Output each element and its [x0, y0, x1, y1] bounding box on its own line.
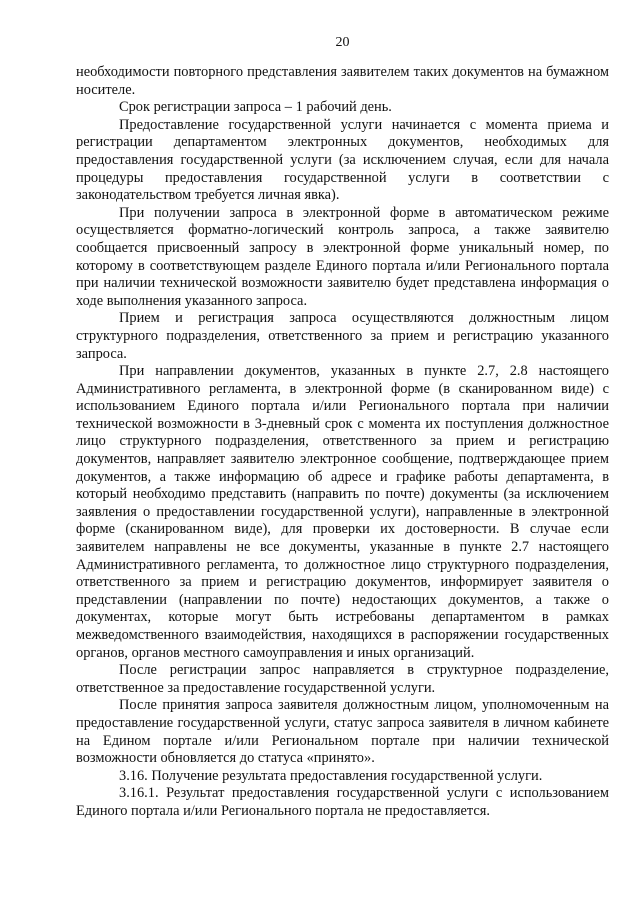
paragraph-reception-registration: Прием и регистрация запроса осуществляются должностным лицом структурного подразделения, ответственного за прием и регистрацию указанного запроса. — [76, 310, 609, 362]
paragraph-format-control: При получении запроса в электронной форме в автоматическом режиме осуществляется форматно-логический контроль запроса, а также заявителю сообщается присвоенный запросу в электронной форме уникальный номер, по которому в соответствующем разделе Единого портала и/или Регионального портала при наличии технической возможности заявителю будет представлена информация о ходе выполнения указанного запроса. — [76, 204, 609, 309]
paragraph-continuation: необходимости повторного представления заявителем таких документов на бумажном носителе. — [76, 64, 609, 98]
paragraph-service-start: Предоставление государственной услуги начинается с момента приема и регистрации департаментом электронных документов, необходимых для предоставления государственной услуги (за исключением случая, если для начала процедуры предоставления государственной услуги в соответствии с законодательством требуется личная явка). — [76, 116, 609, 204]
paragraph-after-registration: После регистрации запрос направляется в структурное подразделение, ответственное за предоставление государственной услуги. — [76, 662, 609, 696]
page-number: 20 — [335, 35, 350, 50]
paragraph-status-update: После принятия запроса заявителя должностным лицом, уполномоченным на предоставление государственной услуги, статус запроса заявителя в личном кабинете на Едином портале и/или Региональном портале при наличии технической возможности обновляется до статуса «принято». — [76, 697, 609, 767]
paragraph-document-submission: При направлении документов, указанных в пункте 2.7, 2.8 настоящего Административного регламента, в электронной форме (в сканированном виде) с использованием Единого портала и/или Регионального портала при наличии технической возможности в 3-дневный срок с момента их поступления должностное лицо структурного подразделения, ответственного за прием и регистрацию документов, направляет заявителю электронное сообщение, подтверждающее прием документов, а также информацию об адресе и графике работы департамента, в который необходимо представить (направить по почте) документы (за исключением заявления о предоставлении государственной услуги), направленные в электронной форме (сканированном виде), для проверки их достоверности. В случае если заявителем направлены не все документы, указанные в пункте 2.7 настоящего Административного регламента, то должностное лицо структурного подразделения, ответственного за прием и регистрацию документов, информирует заявителя о представлении (направлении по почте) недостающих документов, а также о документах, которые могут быть истребованы департаментом в рамках межведомственного взаимодействия, находящихся в распоряжении государственных органов, органов местного самоуправления и иных организаций. — [76, 363, 609, 661]
paragraph-registration-term: Срок регистрации запроса – 1 рабочий день. — [119, 99, 392, 116]
document-body — [76, 64, 609, 821]
section-heading-3-16: 3.16. Получение результата предоставления государственной услуги. — [119, 767, 543, 784]
paragraph-3-16-1: 3.16.1. Результат предоставления государственной услуги с использованием Единого портала и/или Регионального портала не предоставляется. — [76, 785, 609, 819]
